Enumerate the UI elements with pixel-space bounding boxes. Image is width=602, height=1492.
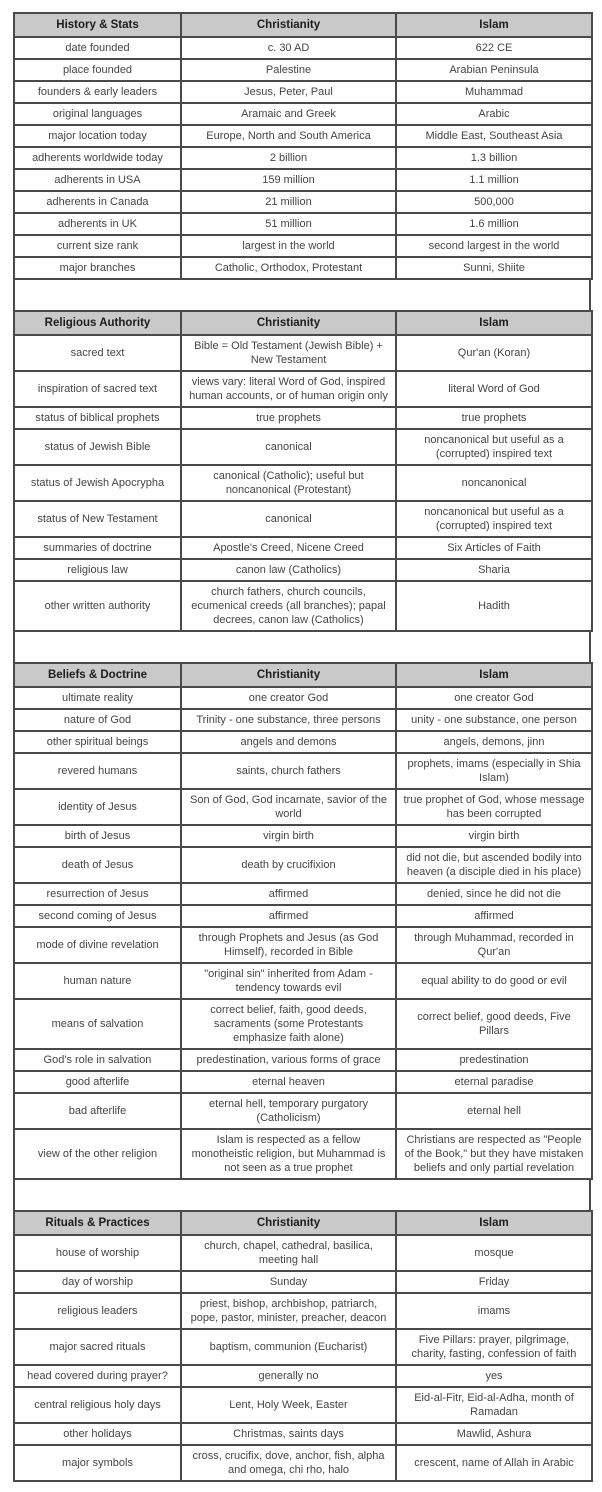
christianity-value: canonical bbox=[181, 429, 396, 465]
christianity-value: largest in the world bbox=[181, 235, 396, 257]
christianity-value: Aramaic and Greek bbox=[181, 103, 396, 125]
table-row bbox=[14, 847, 592, 883]
islam-value: Sharia bbox=[396, 559, 592, 581]
christianity-value: death by crucifixion bbox=[181, 847, 396, 883]
column-header-christianity: Christianity bbox=[181, 1211, 396, 1235]
section-header-row bbox=[14, 13, 592, 37]
christianity-value: affirmed bbox=[181, 905, 396, 927]
christianity-value: Apostle's Creed, Nicene Creed bbox=[181, 537, 396, 559]
row-label: place founded bbox=[14, 59, 181, 81]
christianity-value: angels and demons bbox=[181, 731, 396, 753]
row-label: other spiritual beings bbox=[14, 731, 181, 753]
islam-value: prophets, imams (especially in Shia Islam) bbox=[396, 753, 592, 789]
islam-value: Six Articles of Faith bbox=[396, 537, 592, 559]
islam-value: equal ability to do good or evil bbox=[396, 963, 592, 999]
table-row bbox=[14, 429, 592, 465]
christianity-value: Christmas, saints days bbox=[181, 1423, 396, 1445]
table-row bbox=[14, 465, 592, 501]
table-row bbox=[14, 1365, 592, 1387]
christianity-value: generally no bbox=[181, 1365, 396, 1387]
table-row bbox=[14, 81, 592, 103]
islam-value: literal Word of God bbox=[396, 371, 592, 407]
table-row bbox=[14, 501, 592, 537]
table-row bbox=[14, 731, 592, 753]
christianity-value: canon law (Catholics) bbox=[181, 559, 396, 581]
table-row bbox=[14, 883, 592, 905]
islam-value: Middle East, Southeast Asia bbox=[396, 125, 592, 147]
row-label: resurrection of Jesus bbox=[14, 883, 181, 905]
section-table-beliefs-doctrine bbox=[13, 662, 593, 1180]
row-label: inspiration of sacred text bbox=[14, 371, 181, 407]
islam-value: noncanonical bbox=[396, 465, 592, 501]
islam-value: Friday bbox=[396, 1271, 592, 1293]
section-spacer bbox=[13, 632, 591, 662]
christianity-value: church, chapel, cathedral, basilica, meeting hall bbox=[181, 1235, 396, 1271]
christianity-value: canonical (Catholic); useful but noncanonical (Protestant) bbox=[181, 465, 396, 501]
row-label: view of the other religion bbox=[14, 1129, 181, 1179]
table-row bbox=[14, 753, 592, 789]
islam-value: 622 CE bbox=[396, 37, 592, 59]
column-header-islam: Islam bbox=[396, 311, 592, 335]
row-label: religious leaders bbox=[14, 1293, 181, 1329]
islam-value: mosque bbox=[396, 1235, 592, 1271]
row-label: mode of divine revelation bbox=[14, 927, 181, 963]
section-header-row bbox=[14, 663, 592, 687]
islam-value: Five Pillars: prayer, pilgrimage, charity, fasting, confession of faith bbox=[396, 1329, 592, 1365]
christianity-value: eternal hell, temporary purgatory (Catholicism) bbox=[181, 1093, 396, 1129]
table-row bbox=[14, 191, 592, 213]
section-table-rituals-practices bbox=[13, 1210, 593, 1482]
row-label: religious law bbox=[14, 559, 181, 581]
christianity-value: affirmed bbox=[181, 883, 396, 905]
table-row bbox=[14, 1387, 592, 1423]
row-label: adherents worldwide today bbox=[14, 147, 181, 169]
christianity-value: one creator God bbox=[181, 687, 396, 709]
table-row bbox=[14, 1129, 592, 1179]
islam-value: true prophets bbox=[396, 407, 592, 429]
table-row bbox=[14, 559, 592, 581]
row-label: birth of Jesus bbox=[14, 825, 181, 847]
table-row bbox=[14, 407, 592, 429]
row-label: status of Jewish Apocrypha bbox=[14, 465, 181, 501]
islam-value: Arabian Peninsula bbox=[396, 59, 592, 81]
christianity-value: cross, crucifix, dove, anchor, fish, alpha and omega, chi rho, halo bbox=[181, 1445, 396, 1481]
islam-value: correct belief, good deeds, Five Pillars bbox=[396, 999, 592, 1049]
islam-value: one creator God bbox=[396, 687, 592, 709]
christianity-value: Bible = Old Testament (Jewish Bible) + New Testament bbox=[181, 335, 396, 371]
row-label: original languages bbox=[14, 103, 181, 125]
table-row bbox=[14, 927, 592, 963]
row-label: adherents in UK bbox=[14, 213, 181, 235]
column-header-christianity: Christianity bbox=[181, 13, 396, 37]
section-title: Religious Authority bbox=[14, 311, 181, 335]
islam-value: noncanonical but useful as a (corrupted) inspired text bbox=[396, 501, 592, 537]
islam-value: virgin birth bbox=[396, 825, 592, 847]
row-label: major sacred rituals bbox=[14, 1329, 181, 1365]
christianity-value: 2 billion bbox=[181, 147, 396, 169]
table-row bbox=[14, 125, 592, 147]
table-row bbox=[14, 1071, 592, 1093]
row-label: status of Jewish Bible bbox=[14, 429, 181, 465]
islam-value: Mawlid, Ashura bbox=[396, 1423, 592, 1445]
table-row bbox=[14, 1329, 592, 1365]
christianity-value: Trinity - one substance, three persons bbox=[181, 709, 396, 731]
row-label: God's role in salvation bbox=[14, 1049, 181, 1071]
table-row bbox=[14, 825, 592, 847]
islam-value: Christians are respected as "People of the Book," but they have mistaken beliefs and only partial revelation bbox=[396, 1129, 592, 1179]
row-label: means of salvation bbox=[14, 999, 181, 1049]
table-row bbox=[14, 1423, 592, 1445]
christianity-value: 51 million bbox=[181, 213, 396, 235]
islam-value: imams bbox=[396, 1293, 592, 1329]
section-spacer bbox=[13, 280, 591, 310]
christianity-value: priest, bishop, archbishop, patriarch, pope, pastor, minister, preacher, deacon bbox=[181, 1293, 396, 1329]
table-row bbox=[14, 537, 592, 559]
islam-value: denied, since he did not die bbox=[396, 883, 592, 905]
christianity-value: Palestine bbox=[181, 59, 396, 81]
row-label: status of New Testament bbox=[14, 501, 181, 537]
table-row bbox=[14, 999, 592, 1049]
section-header-row bbox=[14, 311, 592, 335]
christianity-value: Lent, Holy Week, Easter bbox=[181, 1387, 396, 1423]
islam-value: Qur'an (Koran) bbox=[396, 335, 592, 371]
column-header-islam: Islam bbox=[396, 663, 592, 687]
christianity-value: correct belief, faith, good deeds, sacraments (some Protestants emphasize faith alone) bbox=[181, 999, 396, 1049]
row-label: founders & early leaders bbox=[14, 81, 181, 103]
islam-value: Hadith bbox=[396, 581, 592, 631]
section-spacer bbox=[13, 1180, 591, 1210]
islam-value: crescent, name of Allah in Arabic bbox=[396, 1445, 592, 1481]
christianity-value: 159 million bbox=[181, 169, 396, 191]
christianity-value: c. 30 AD bbox=[181, 37, 396, 59]
table-row bbox=[14, 169, 592, 191]
christianity-value: baptism, communion (Eucharist) bbox=[181, 1329, 396, 1365]
islam-value: through Muhammad, recorded in Qur'an bbox=[396, 927, 592, 963]
table-row bbox=[14, 147, 592, 169]
table-row bbox=[14, 963, 592, 999]
islam-value: noncanonical but useful as a (corrupted) inspired text bbox=[396, 429, 592, 465]
islam-value: 1.3 billion bbox=[396, 147, 592, 169]
row-label: current size rank bbox=[14, 235, 181, 257]
row-label: other written authority bbox=[14, 581, 181, 631]
christianity-value: 21 million bbox=[181, 191, 396, 213]
table-row bbox=[14, 235, 592, 257]
section-title: History & Stats bbox=[14, 13, 181, 37]
christianity-value: "original sin" inherited from Adam - tendency towards evil bbox=[181, 963, 396, 999]
row-label: date founded bbox=[14, 37, 181, 59]
islam-value: Eid-al-Fitr, Eid-al-Adha, month of Ramadan bbox=[396, 1387, 592, 1423]
islam-value: Muhammad bbox=[396, 81, 592, 103]
islam-value: 500,000 bbox=[396, 191, 592, 213]
islam-value: second largest in the world bbox=[396, 235, 592, 257]
row-label: day of worship bbox=[14, 1271, 181, 1293]
islam-value: 1.1 million bbox=[396, 169, 592, 191]
christianity-value: predestination, various forms of grace bbox=[181, 1049, 396, 1071]
christianity-value: Islam is respected as a fellow monotheistic religion, but Muhammad is not seen as a true prophet bbox=[181, 1129, 396, 1179]
islam-value: affirmed bbox=[396, 905, 592, 927]
row-label: second coming of Jesus bbox=[14, 905, 181, 927]
islam-value: did not die, but ascended bodily into heaven (a disciple died in his place) bbox=[396, 847, 592, 883]
section-title: Beliefs & Doctrine bbox=[14, 663, 181, 687]
christianity-value: saints, church fathers bbox=[181, 753, 396, 789]
christianity-value: canonical bbox=[181, 501, 396, 537]
section-title: Rituals & Practices bbox=[14, 1211, 181, 1235]
table-row bbox=[14, 1235, 592, 1271]
table-row bbox=[14, 371, 592, 407]
christianity-value: Europe, North and South America bbox=[181, 125, 396, 147]
christianity-value: virgin birth bbox=[181, 825, 396, 847]
column-header-christianity: Christianity bbox=[181, 311, 396, 335]
row-label: major location today bbox=[14, 125, 181, 147]
christianity-value: through Prophets and Jesus (as God Himself), recorded in Bible bbox=[181, 927, 396, 963]
row-label: identity of Jesus bbox=[14, 789, 181, 825]
table-row bbox=[14, 1093, 592, 1129]
christianity-value: true prophets bbox=[181, 407, 396, 429]
row-label: central religious holy days bbox=[14, 1387, 181, 1423]
islam-value: eternal paradise bbox=[396, 1071, 592, 1093]
row-label: summaries of doctrine bbox=[14, 537, 181, 559]
row-label: nature of God bbox=[14, 709, 181, 731]
table-row bbox=[14, 709, 592, 731]
islam-value: yes bbox=[396, 1365, 592, 1387]
column-header-christianity: Christianity bbox=[181, 663, 396, 687]
row-label: status of biblical prophets bbox=[14, 407, 181, 429]
islam-value: unity - one substance, one person bbox=[396, 709, 592, 731]
row-label: bad afterlife bbox=[14, 1093, 181, 1129]
christianity-value: Sunday bbox=[181, 1271, 396, 1293]
table-row bbox=[14, 257, 592, 279]
table-row bbox=[14, 37, 592, 59]
christianity-value: eternal heaven bbox=[181, 1071, 396, 1093]
table-row bbox=[14, 789, 592, 825]
table-row bbox=[14, 1049, 592, 1071]
christianity-value: Son of God, God incarnate, savior of the world bbox=[181, 789, 396, 825]
table-row bbox=[14, 335, 592, 371]
table-row bbox=[14, 103, 592, 125]
islam-value: Sunni, Shiite bbox=[396, 257, 592, 279]
row-label: major symbols bbox=[14, 1445, 181, 1481]
table-row bbox=[14, 213, 592, 235]
row-label: house of worship bbox=[14, 1235, 181, 1271]
christianity-value: views vary: literal Word of God, inspired human accounts, or of human origin only bbox=[181, 371, 396, 407]
islam-value: angels, demons, jinn bbox=[396, 731, 592, 753]
row-label: other holidays bbox=[14, 1423, 181, 1445]
row-label: sacred text bbox=[14, 335, 181, 371]
islam-value: 1.6 million bbox=[396, 213, 592, 235]
row-label: head covered during prayer? bbox=[14, 1365, 181, 1387]
row-label: ultimate reality bbox=[14, 687, 181, 709]
column-header-islam: Islam bbox=[396, 13, 592, 37]
row-label: major branches bbox=[14, 257, 181, 279]
table-row bbox=[14, 1445, 592, 1481]
row-label: human nature bbox=[14, 963, 181, 999]
islam-value: true prophet of God, whose message has been corrupted bbox=[396, 789, 592, 825]
islam-value: eternal hell bbox=[396, 1093, 592, 1129]
christianity-value: Catholic, Orthodox, Protestant bbox=[181, 257, 396, 279]
row-label: revered humans bbox=[14, 753, 181, 789]
table-row bbox=[14, 687, 592, 709]
table-row bbox=[14, 905, 592, 927]
row-label: good afterlife bbox=[14, 1071, 181, 1093]
table-row bbox=[14, 59, 592, 81]
table-row bbox=[14, 1293, 592, 1329]
column-header-islam: Islam bbox=[396, 1211, 592, 1235]
islam-value: predestination bbox=[396, 1049, 592, 1071]
section-table-religious-authority bbox=[13, 310, 593, 632]
row-label: death of Jesus bbox=[14, 847, 181, 883]
section-header-row bbox=[14, 1211, 592, 1235]
row-label: adherents in USA bbox=[14, 169, 181, 191]
christianity-value: church fathers, church councils, ecumenical creeds (all branches); papal decrees, canon law (Catholics) bbox=[181, 581, 396, 631]
row-label: adherents in Canada bbox=[14, 191, 181, 213]
table-row bbox=[14, 581, 592, 631]
section-table-history-stats bbox=[13, 12, 593, 280]
table-row bbox=[14, 1271, 592, 1293]
islam-value: Arabic bbox=[396, 103, 592, 125]
christianity-value: Jesus, Peter, Paul bbox=[181, 81, 396, 103]
